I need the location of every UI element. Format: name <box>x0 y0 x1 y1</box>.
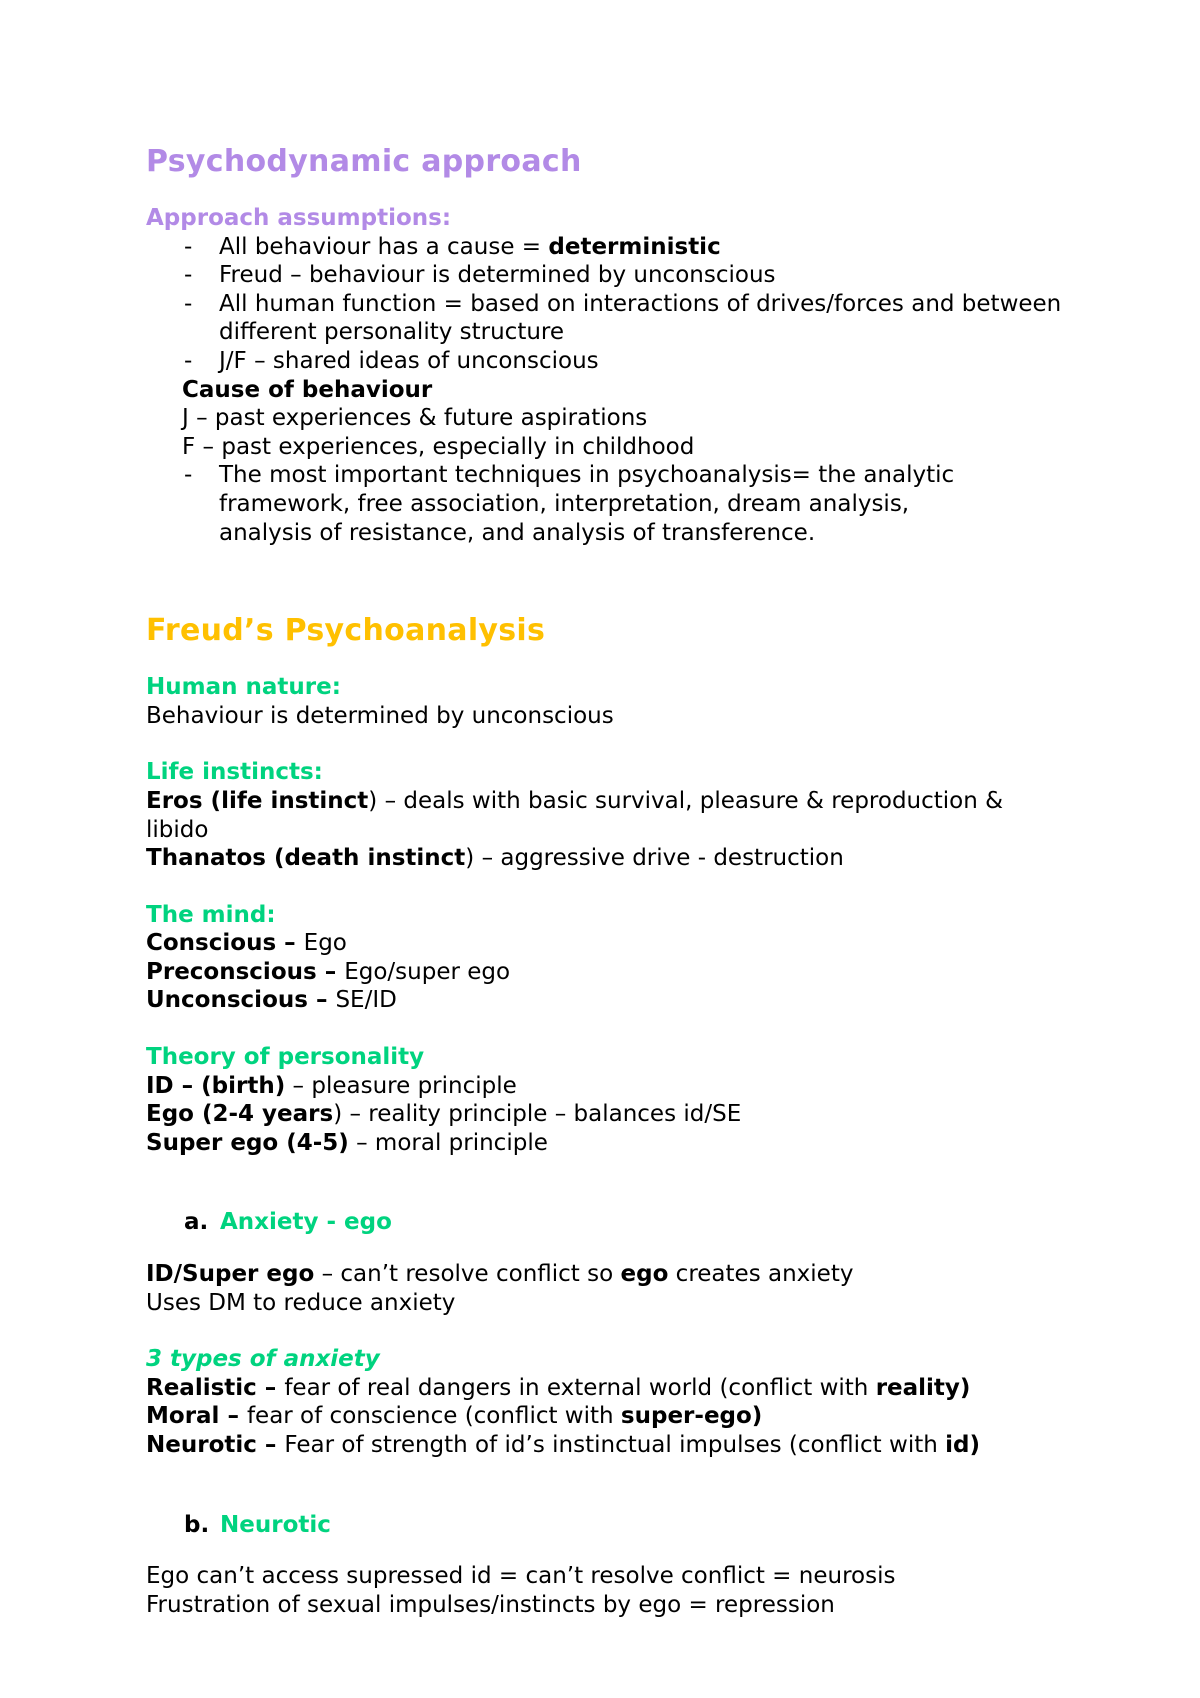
heading-the-mind: The mind: <box>146 901 276 928</box>
dash-bullet-icon: - <box>184 262 193 289</box>
eros-line: Eros (life instinct) – deals with basic survival, pleasure & reproduction & libido <box>146 787 1004 843</box>
spacer <box>146 1317 1066 1345</box>
heading-anxiety-ego: a. Anxiety - ego <box>184 1209 392 1236</box>
list-item <box>146 261 1066 290</box>
mind-preconscious: Preconscious – Ego/super ego <box>146 958 511 985</box>
list-item <box>146 347 1066 376</box>
neurotic-line-1: Ego can’t access supressed id = can’t resolve conflict = neurosis <box>146 1563 896 1590</box>
anxiety-line-1: ID/Super ego – can’t resolve conflict so ego creates anxiety <box>146 1261 854 1288</box>
list-item-text: J/F – shared ideas of unconscious <box>219 347 599 374</box>
spacer <box>146 730 1066 758</box>
anxiety-line-2: Uses DM to reduce anxiety <box>146 1289 456 1316</box>
list-item <box>146 233 1066 262</box>
title-psychodynamic-approach: Psychodynamic approach <box>146 144 582 179</box>
neurotic-line-2: Frustration of sexual impulses/instincts by ego = repression <box>146 1591 835 1618</box>
heading-human-nature: Human nature: <box>146 674 341 701</box>
spacer <box>146 873 1066 901</box>
heading-types-of-anxiety: 3 types of anxiety <box>146 1346 380 1373</box>
personality-ego: Ego (2-4 years) – reality principle – balances id/SE <box>146 1101 742 1128</box>
anxiety-type-moral: Moral – fear of conscience (conflict with super-ego) <box>146 1403 763 1430</box>
list-item-text: All human function = based on interactions of drives/forces and between different personality structure <box>219 290 1062 346</box>
list-item-text: Freud – behaviour is determined by unconscious <box>219 262 776 289</box>
techniques-list <box>146 461 1066 547</box>
mind-conscious: Conscious – Ego <box>146 930 347 957</box>
assumptions-list <box>146 233 1066 376</box>
document-page <box>146 140 1066 1619</box>
spacer <box>146 1157 1066 1185</box>
spacer <box>146 184 1066 204</box>
list-item-text: All behaviour has a cause = <box>219 233 549 260</box>
heading-neurotic: b. Neurotic <box>184 1511 331 1538</box>
personality-super-ego: Super ego (4-5) – moral principle <box>146 1129 548 1156</box>
dash-bullet-icon: - <box>184 347 193 374</box>
spacer <box>146 1015 1066 1043</box>
personality-id: ID – (birth) – pleasure principle <box>146 1072 517 1099</box>
dash-bullet-icon: - <box>184 290 193 317</box>
spacer <box>146 653 1066 673</box>
thanatos-line: Thanatos (death instinct) – aggressive drive - destruction <box>146 845 844 872</box>
list-item-bold: deterministic <box>548 233 721 260</box>
list-item <box>146 461 989 547</box>
cause-j: J – past experiences & future aspirations <box>182 405 648 432</box>
cause-of-behaviour-heading: Cause of behaviour <box>182 376 433 403</box>
spacer <box>146 547 1066 609</box>
cause-f: F – past experiences, especially in childhood <box>182 433 695 460</box>
anxiety-type-realistic: Realistic – fear of real dangers in external world (conflict with reality) <box>146 1374 971 1401</box>
dash-bullet-icon: - <box>184 233 193 260</box>
dash-bullet-icon: - <box>184 462 193 489</box>
list-item-text: The most important techniques in psychoanalysis= the analytic framework, free association, interpretation, dream analysis, analysis of resistance, and analysis of transference. <box>219 462 955 546</box>
list-item <box>146 290 1066 347</box>
spacer <box>146 1460 1066 1488</box>
heading-approach-assumptions: Approach assumptions: <box>146 205 452 231</box>
mind-unconscious: Unconscious – SE/ID <box>146 987 397 1014</box>
human-nature-text: Behaviour is determined by unconscious <box>146 702 614 729</box>
anxiety-type-neurotic: Neurotic – Fear of strength of id’s instinctual impulses (conflict with id) <box>146 1432 980 1458</box>
heading-theory-of-personality: Theory of personality <box>146 1044 425 1071</box>
heading-life-instincts: Life instincts: <box>146 759 323 786</box>
title-freuds-psychoanalysis: Freud’s Psychoanalysis <box>146 613 546 649</box>
